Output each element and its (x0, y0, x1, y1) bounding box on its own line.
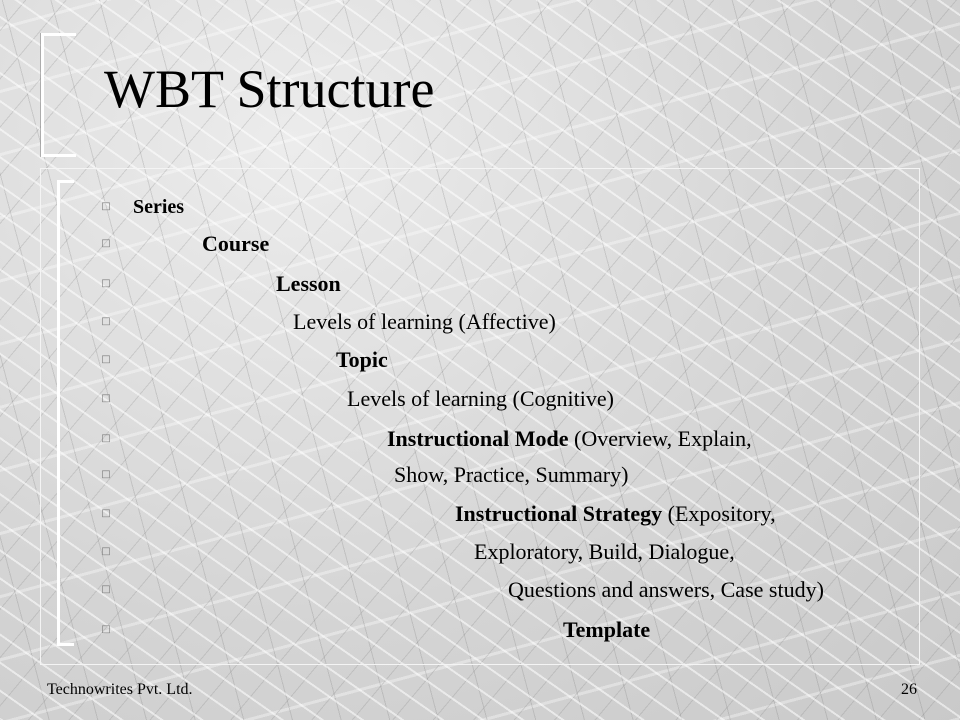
bullet-marker-icon (101, 575, 111, 605)
bullet-marker-icon (101, 499, 111, 529)
bullet-normal-text: Questions and answers, Case study) (508, 577, 824, 602)
bullet-normal-text: Levels of learning (Affective) (293, 309, 556, 334)
bullet-text (293, 307, 556, 337)
bullet-bold-text: Instructional Mode (387, 426, 569, 451)
bullet-marker-icon (101, 460, 111, 490)
bullet-bold-text: Template (563, 617, 651, 642)
bullet-marker-icon (101, 537, 111, 567)
bullet-bold-text: Topic (336, 347, 388, 372)
bullet-marker-icon (101, 192, 111, 222)
bullet-marker-icon (101, 229, 111, 259)
footer-page-number: 26 (901, 681, 917, 698)
bullet-marker-icon (101, 424, 111, 454)
bullet-normal-text: (Expository, (662, 501, 776, 526)
bullet-normal-text: Show, Practice, Summary) (394, 462, 629, 487)
bullet-normal-text: Levels of learning (Cognitive) (347, 386, 614, 411)
bullet-text (347, 384, 614, 414)
bullet-normal-text: Exploratory, Build, Dialogue, (474, 539, 735, 564)
bullet-bold-text: Lesson (276, 271, 341, 296)
bullet-marker-icon (101, 384, 111, 414)
bullet-bold-text: Course (202, 231, 270, 256)
bullet-normal-text: (Overview, Explain, (568, 426, 752, 451)
bullet-text (508, 575, 824, 605)
bullet-text (202, 229, 269, 259)
bullet-marker-icon (101, 615, 111, 645)
bullet-marker-icon (101, 345, 111, 375)
bullet-bold-text: Instructional Strategy (455, 501, 663, 526)
bullet-text (336, 345, 388, 375)
bullet-text (474, 537, 735, 567)
bullet-text (455, 499, 776, 529)
slide-title: WBT Structure (104, 59, 435, 119)
bullet-text (563, 615, 650, 645)
bullet-text (387, 424, 752, 454)
bullet-text (394, 460, 628, 490)
bullet-bold-text: Series (133, 196, 185, 218)
bullet-text (276, 269, 341, 299)
bullet-marker-icon (101, 269, 111, 299)
bullet-marker-icon (101, 307, 111, 337)
bullet-text (133, 192, 184, 222)
footer-company: Technowrites Pvt. Ltd. (47, 681, 193, 698)
